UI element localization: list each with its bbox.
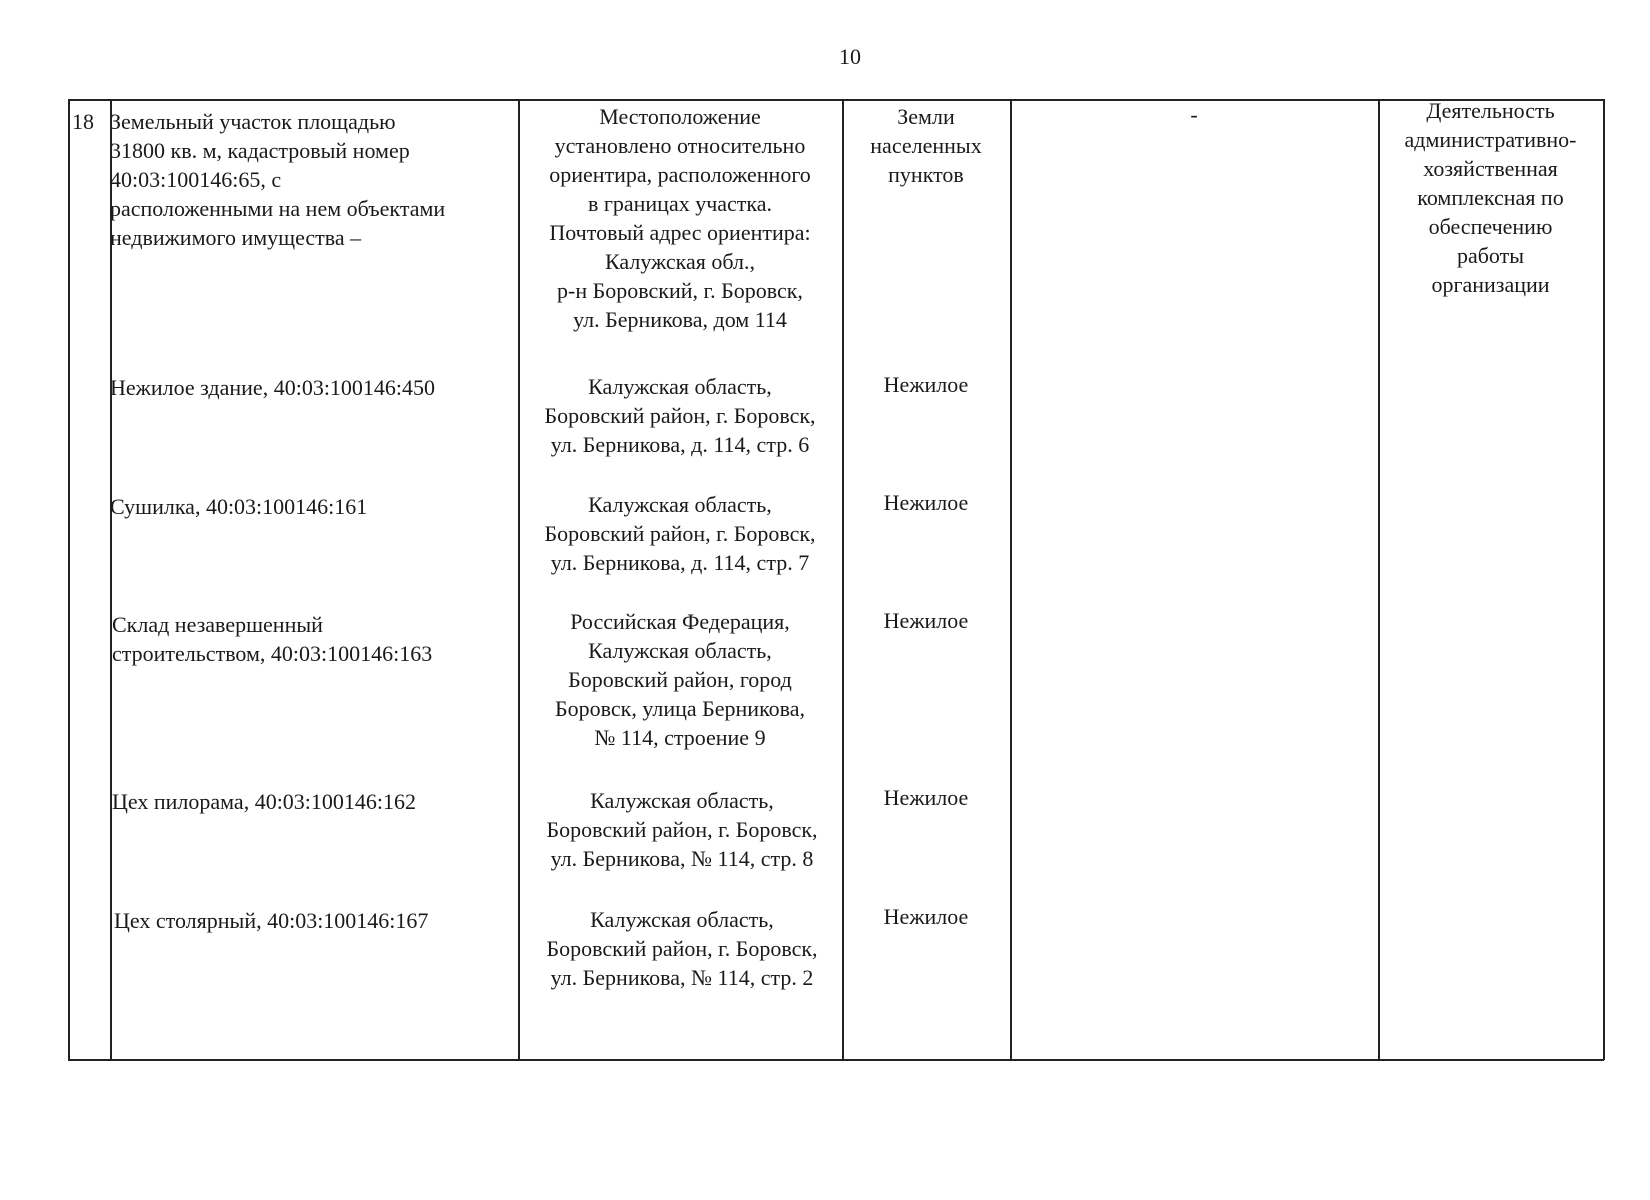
property-name: Цех пилорама, 40:03:100146:162: [112, 789, 417, 814]
property-category: Нежилое: [883, 608, 969, 633]
column-divider: [68, 99, 70, 1060]
column-5-value: -: [1190, 102, 1198, 127]
table-bottom-border: [68, 1059, 1604, 1061]
property-location: Местоположение установлено относительно ориентира, расположенного в границах участка. Почтовый адрес ориентира: Калужская обл., р-н Боровский, г. Боровск, ул. Берникова, дом 114: [549, 104, 811, 332]
property-location: Российская Федерация, Калужская область, Боровский район, город Боровск, улица Берникова, № 114, строение 9: [554, 609, 806, 750]
activity-description: Деятельность административно- хозяйственная комплексная по обеспечению работы организации: [1404, 98, 1577, 297]
property-name: Склад незавершенный строительством, 40:03:100146:163: [112, 612, 433, 666]
property-location: Калужская область, Боровский район, г. Боровск, ул. Берникова, д. 114, стр. 6: [544, 374, 816, 457]
property-name: Нежилое здание, 40:03:100146:450: [110, 375, 436, 400]
property-name: Цех столярный, 40:03:100146:167: [114, 908, 429, 933]
column-divider: [1603, 99, 1605, 1060]
property-category: Земли населенных пунктов: [870, 104, 982, 187]
page-number: 10: [839, 44, 861, 69]
property-location: Калужская область, Боровский район, г. Боровск, ул. Берникова, № 114, стр. 2: [546, 907, 818, 990]
property-category: Нежилое: [883, 490, 969, 515]
property-location: Калужская область, Боровский район, г. Боровск, ул. Берникова, д. 114, стр. 7: [544, 492, 816, 575]
column-divider: [1010, 99, 1012, 1060]
row-number: 18: [72, 109, 94, 134]
property-category: Нежилое: [883, 904, 969, 929]
property-location: Калужская область, Боровский район, г. Боровск, ул. Берникова, № 114, стр. 8: [546, 788, 818, 871]
property-name: Земельный участок площадью 31800 кв. м, кадастровый номер 40:03:100146:65, с расположенными на нем объектами недвижимого имущества –: [110, 109, 446, 250]
property-category: Нежилое: [883, 785, 969, 810]
property-category: Нежилое: [883, 372, 969, 397]
property-name: Сушилка, 40:03:100146:161: [110, 494, 368, 519]
